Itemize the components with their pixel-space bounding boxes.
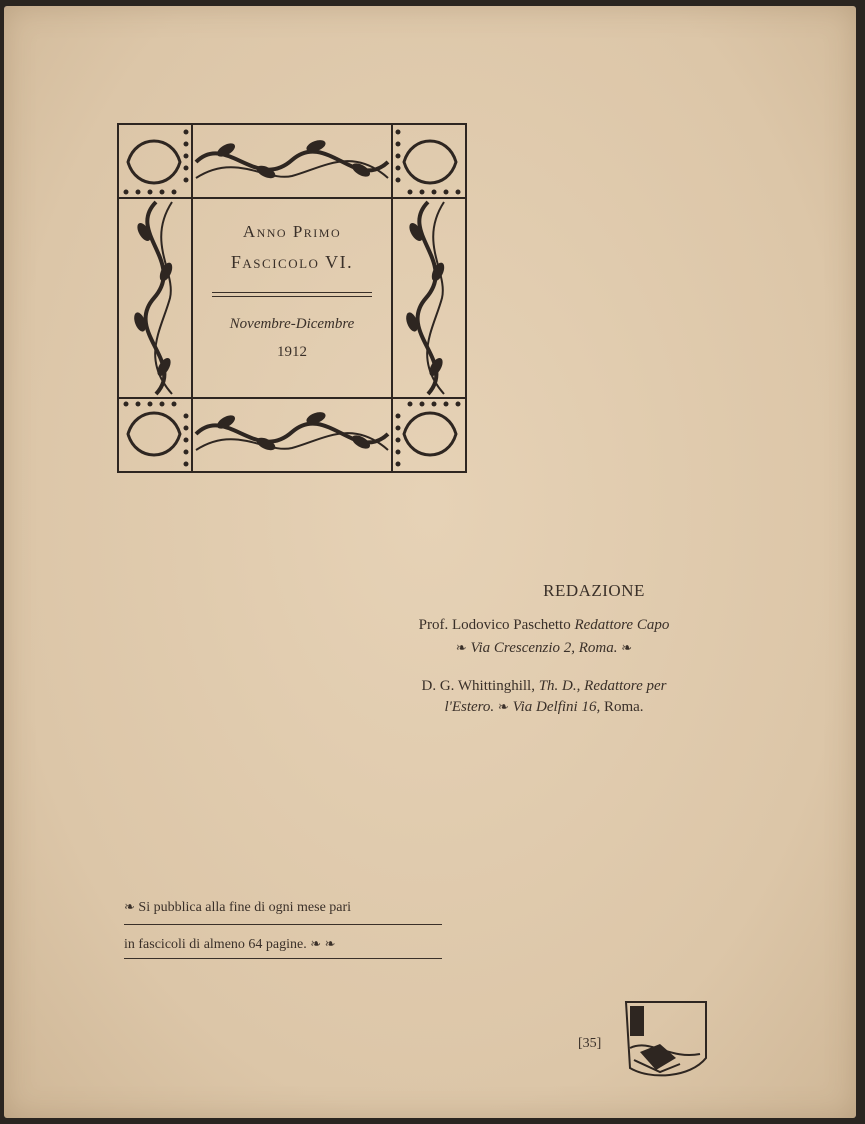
fleuron-icon: ❧	[310, 936, 322, 951]
foreign-editor-title: Th. D.,	[538, 678, 581, 694]
months-label: Novembre-Dicembre	[229, 316, 355, 332]
redazione-line-3	[384, 678, 704, 695]
page-number: [35]	[578, 1036, 602, 1051]
year-label: 1912	[277, 344, 307, 360]
bilychnis-logo-icon	[620, 998, 712, 1082]
redazione-heading: REDAZIONE	[543, 581, 645, 600]
ornamental-frame	[116, 122, 468, 474]
foreign-editor-name: D. G. Whittinghill,	[421, 678, 535, 694]
anno-label: Anno Primo	[242, 222, 342, 241]
divider	[124, 958, 442, 959]
foreign-editor-role-cont: l'Estero.	[444, 699, 495, 715]
fleuron-icon: ❧	[497, 699, 509, 714]
fleuron-icon: ❧	[324, 936, 336, 951]
fleuron-icon: ❧	[124, 899, 135, 914]
journal-page	[4, 6, 856, 1118]
fleuron-icon: ❧	[455, 640, 467, 655]
editor-role: Redattore Capo	[574, 617, 670, 633]
divider	[124, 924, 442, 925]
foreign-editor-role: Redattore per	[584, 678, 667, 694]
redazione-line-1	[384, 617, 704, 634]
publication-notice-line-1	[124, 899, 442, 916]
divider	[212, 292, 372, 293]
cover-label	[194, 200, 390, 396]
divider	[212, 296, 372, 297]
fleuron-icon: ❧	[621, 640, 633, 655]
editor-address: Via Crescenzio 2, Roma.	[470, 640, 618, 656]
fascicolo-label: Fascicolo VI.	[230, 252, 354, 272]
redazione-line-2	[384, 640, 704, 657]
redazione-line-4	[384, 699, 704, 716]
foreign-editor-city: Roma.	[603, 699, 644, 715]
notice-text-2: in fascicoli di almeno 64 pagine.	[124, 937, 307, 952]
publication-notice-line-2	[124, 936, 442, 953]
foreign-editor-address: Via Delfini 16,	[512, 699, 601, 715]
notice-text-1: Si pubblica alla fine di ogni mese pari	[138, 900, 352, 915]
editor-name: Prof. Lodovico Paschetto	[418, 617, 571, 633]
